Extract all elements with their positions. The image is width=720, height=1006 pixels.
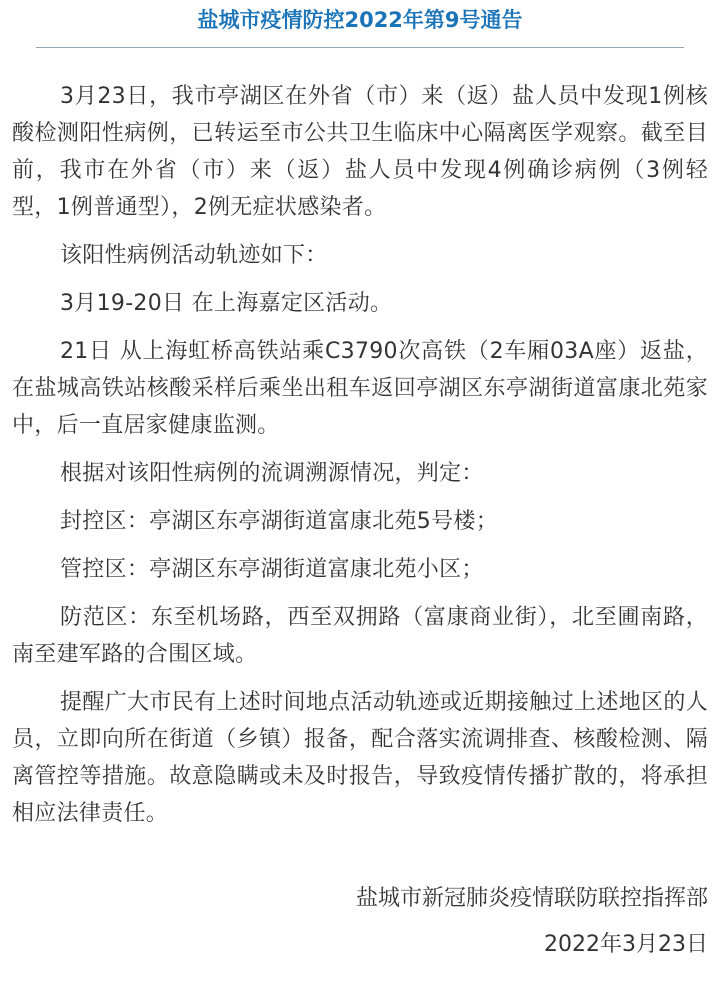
signature-date: 2022年3月23日	[544, 932, 708, 957]
paragraph-sealed-zone: 封控区：亭湖区东亭湖街道富康北苑5号楼；	[60, 509, 498, 534]
signature-organization: 盐城市新冠肺炎疫情联防联控指挥部	[355, 886, 708, 911]
paragraph-trajectory-day-2: 21日 从上海虹桥高铁站乘C3790次高铁（2车厢03A座）返盐，在盐城高铁站核酸采样后乘坐出租车返回亭湖区东亭湖街道富康北苑家中，后一直居家健康监测。	[12, 339, 708, 438]
paragraph-precaution-zone: 防范区：东至机场路，西至双拥路（富康商业街），北至圃南路，南至建军路的合围区域。	[12, 605, 708, 667]
notice-title: 盐城市疫情防控2022年第9号通告	[197, 8, 523, 32]
paragraph-controlled-zone: 管控区：亭湖区东亭湖街道富康北苑小区；	[60, 557, 484, 582]
title-divider	[36, 47, 684, 48]
paragraph-trajectory-day-1: 3月19-20日 在上海嘉定区活动。	[60, 291, 393, 316]
paragraph-case-report: 3月23日，我市亭湖区在外省（市）来（返）盐人员中发现1例核酸检测阳性病例，已转运至市公共卫生临床中心隔离医学观察。截至目前，我市在外省（市）来（返）盐人员中发现4例确诊病例（3例轻型，1例普通型），2例无症状感染者。	[12, 84, 708, 220]
paragraph-reminder: 提醒广大市民有上述时间地点活动轨迹或近期接触过上述地区的人员，立即向所在街道（乡镇）报备，配合落实流调排查、核酸检测、隔离管控等措施。故意隐瞒或未及时报告，导致疫情传播扩散的，将承担相应法律责任。	[12, 690, 708, 826]
paragraph-trajectory-intro: 该阳性病例活动轨迹如下：	[60, 243, 328, 268]
notice-body	[12, 78, 708, 843]
paragraph-determination: 根据对该阳性病例的流调溯源情况，判定：	[60, 461, 484, 486]
